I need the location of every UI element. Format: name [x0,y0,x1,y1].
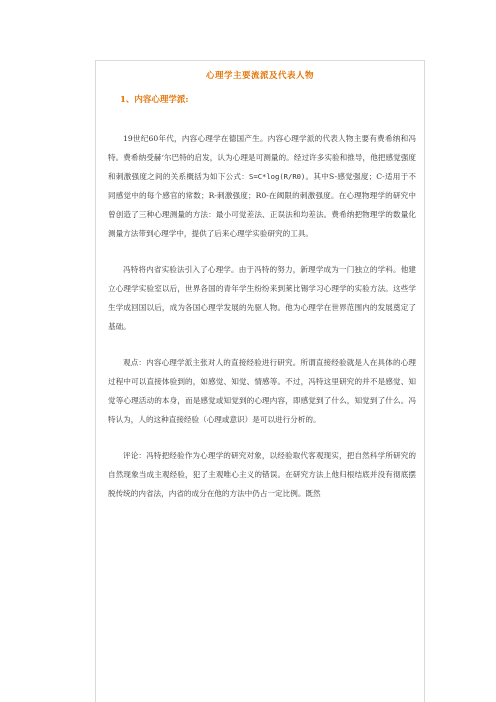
page-title: 心理学主要流派及代表人物 [205,71,314,81]
document-body [96,129,424,503]
section-heading: 1、内容心理学派: [120,95,189,105]
paragraph-commentary: 评论：冯特把经验作为心理学的研究对象，以经验取代客观现实，把自然科学所研究的自然现象当成主观经验，犯了主观唯心主义的错误。在研究方法上他归根结底并没有彻底摆脱传统的内省法，内省的成分在他的方法中仍占一定比例。既然 [108,451,416,498]
fechner-formula: S=C*log(R/R0) [249,172,306,181]
paragraph-intro-text: 19世纪60年代，内容心理学在德国产生。内容心理学派的代表人物主要有费希纳和冯特。费希纳受赫‘尔巴特的启发，认为心理是可测量的。经过许多实验和推导，他把感觉强度和刺激强度之间的关系概括为如下公式： [108,134,416,181]
paragraph-intro-text-cont: 。其中S-感觉强度；C-适用于不同感觉中的每个感官的常数；R-刺激强度；R0-在阈限的刺激强度。在心理物理学的研究中曾创造了三种心理测量的方法：最小可觉差法、正误法和均差法。费希纳把物理学的数量化测量方法带到心理学中，提供了后来心理学实验研究的工具。 [108,172,417,238]
paragraph-wundt: 冯特将内省实验法引入了心理学。由于冯特的努力，新理学成为一门独立的学科。他建立心理学实验室以后，世界各国的青年学生纷纷来到莱比锡学习心理学的实验方法。这些学生学成回国以后，成为各国心理学发展的先驱人物。他为心理学在世界范围内的发展奠定了基础。 [108,265,416,331]
document-frame [95,60,425,702]
paragraph-viewpoint: 观点：内容心理学派主张对人的直接经验进行研究。所谓直接经验就是人在具体的心理过程中可以直接体验到的，如感觉、知觉、情感等。不过，冯特这里研究的并不是感觉、知觉等心理活动的本身，而是感觉或知觉到的心理内容，即感觉到了什么，知觉到了什么。冯特认为，人的这种直接经验（心理或意识）是可以进行分析的。 [108,358,416,424]
paragraph-intro [108,129,416,243]
